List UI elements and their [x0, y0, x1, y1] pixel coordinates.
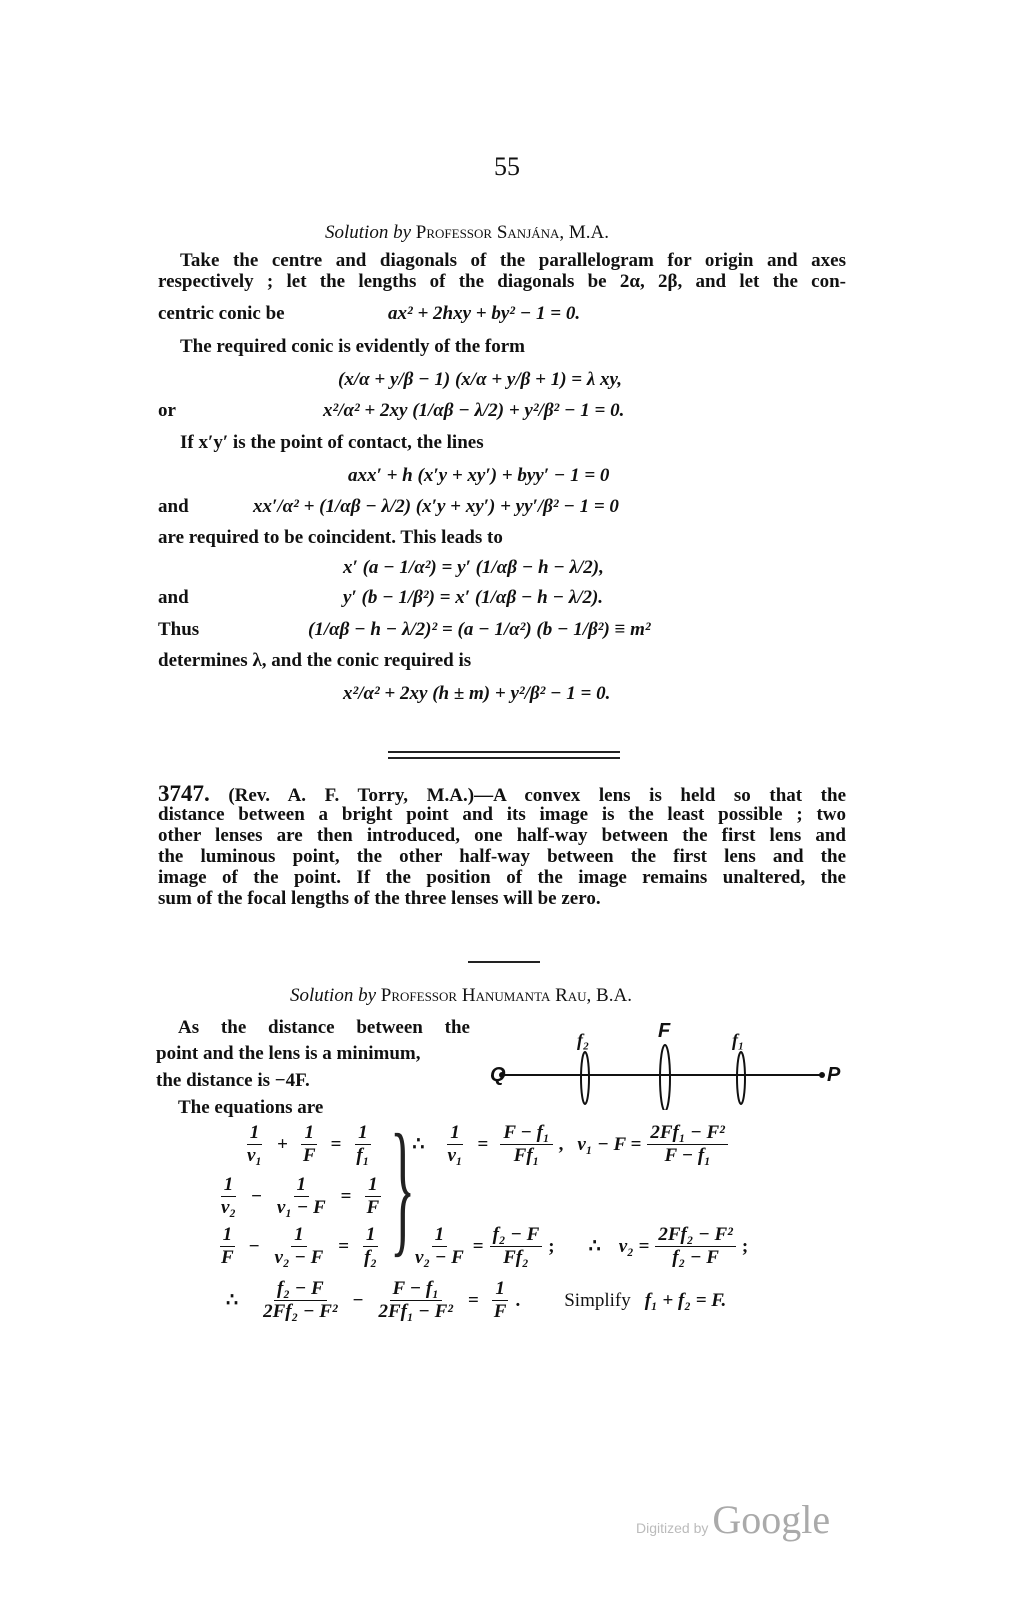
fraction — [363, 1174, 382, 1219]
double-rule-bottom — [388, 757, 620, 759]
numerator: f₂ − F — [490, 1224, 543, 1247]
label-q: Q — [490, 1064, 506, 1086]
fraction — [272, 1224, 327, 1269]
numerator: 1 — [221, 1174, 237, 1197]
numerator: 1 — [247, 1122, 263, 1145]
numerator: 1 — [355, 1122, 371, 1145]
fraction — [647, 1122, 728, 1167]
fraction — [412, 1224, 467, 1269]
denominator: Ff₁ — [513, 1145, 540, 1166]
denominator: v₂ − F — [274, 1247, 324, 1268]
denominator: 2Ff₂ − F² — [263, 1301, 338, 1322]
denominator: v₁ — [447, 1145, 463, 1166]
fraction — [375, 1278, 456, 1323]
numerator: 1 — [220, 1224, 236, 1247]
byline-label: Solution by — [325, 222, 412, 243]
text-line: determines λ, and the conic required is — [158, 650, 472, 671]
numerator: 1 — [363, 1224, 379, 1247]
byline-author: Professor Sanjána, M.A. — [415, 222, 610, 243]
denominator: 2Ff₁ − F² — [378, 1301, 453, 1322]
denominator: f₁ — [356, 1145, 370, 1166]
text-line: As the distance between the — [178, 1017, 470, 1038]
operator: = — [467, 1289, 479, 1311]
label-p: P — [827, 1064, 841, 1086]
denominator: f₂ − F — [672, 1247, 719, 1268]
label-f2: f₂ — [577, 1030, 590, 1050]
equation: y′ (b − 1/β²) = x′ (1/αβ − h − λ/2). — [343, 587, 604, 608]
fraction — [244, 1122, 265, 1167]
numerator: 2Ff₁ − F² — [647, 1122, 728, 1145]
operator: = — [330, 1133, 342, 1155]
text-line: distance between a bright point and its image is the least possible ; two — [158, 804, 846, 825]
denominator: F − f₁ — [664, 1145, 711, 1166]
numerator: 1 — [291, 1224, 307, 1247]
equation: ax² + 2hxy + by² − 1 = 0. — [388, 303, 581, 324]
numerator: f₂ − F — [274, 1278, 327, 1301]
operator: = — [338, 1235, 350, 1257]
text-line: and — [158, 496, 189, 517]
therefore-symbol: ∴ — [588, 1236, 601, 1257]
operator: − — [248, 1235, 260, 1257]
numerator: 2Ff₂ − F² — [655, 1224, 736, 1247]
denominator: F — [493, 1301, 507, 1322]
google-logo: Google — [712, 1497, 831, 1542]
numerator: 1 — [301, 1122, 317, 1145]
text-line: are required to be coincident. This leads to — [158, 527, 503, 548]
denominator: v₂ — [221, 1197, 237, 1218]
text-line: and — [158, 587, 189, 608]
fraction — [444, 1122, 465, 1167]
text-line: the luminous point, the other half-way between the first lens and the — [158, 846, 846, 867]
denominator: v₁ — [247, 1145, 263, 1166]
lens-F — [660, 1045, 670, 1110]
punctuation: ; — [548, 1235, 555, 1257]
text-line: sum of the focal lengths of the three lenses will be zero. — [158, 888, 601, 909]
denominator: F — [302, 1145, 316, 1166]
fraction — [300, 1122, 319, 1167]
equation-row-2 — [212, 1174, 388, 1219]
punctuation: , — [558, 1133, 564, 1155]
fraction — [218, 1174, 239, 1219]
label-F: F — [658, 1020, 671, 1042]
problem-number: 3747. — [158, 781, 210, 806]
text-line: or — [158, 400, 176, 421]
therefore-symbol: ∴ — [226, 1290, 239, 1311]
text-line: centric conic be — [158, 303, 285, 324]
fraction — [274, 1174, 329, 1219]
equation-text: v₂ = — [618, 1235, 650, 1257]
text-line: respectively ; let the lengths of the diagonals be 2α, 2β, and let the con- — [158, 271, 846, 292]
point-p — [819, 1072, 825, 1078]
right-brace: } — [390, 1104, 416, 1270]
problem-text: (Rev. A. F. Torry, M.A.)—A convex lens is held so that the — [228, 785, 847, 806]
operator: − — [251, 1185, 262, 1207]
equation: (x/α + y/β − 1) (x/α + y/β + 1) = λ xy, — [338, 369, 623, 390]
numerator: 1 — [365, 1174, 381, 1197]
numerator: F − f₁ — [500, 1122, 552, 1145]
text-line — [158, 783, 846, 804]
numerator: 1 — [447, 1122, 463, 1145]
page-number: 55 — [494, 152, 520, 181]
equation: axx′ + h (x′y + xy′) + byy′ − 1 = 0 — [348, 465, 610, 486]
operator: = — [472, 1235, 484, 1257]
equation: x′ (a − 1/α²) = y′ (1/αβ − h − λ/2), — [343, 557, 604, 578]
fraction — [490, 1224, 543, 1269]
equation-row-1 — [238, 1122, 734, 1167]
numerator: 1 — [492, 1278, 508, 1301]
operator: + — [277, 1133, 288, 1155]
numerator: 1 — [294, 1174, 310, 1197]
fraction — [353, 1122, 372, 1167]
denominator: v₁ − F — [276, 1197, 326, 1218]
denominator: Ff₂ — [503, 1247, 529, 1268]
equation-row-4 — [220, 1278, 726, 1323]
text-line: Thus — [158, 619, 200, 640]
fraction — [491, 1278, 510, 1323]
double-rule-top — [388, 751, 620, 753]
operator: − — [352, 1289, 364, 1311]
fraction — [655, 1224, 736, 1269]
result-equation: f₁ + f₂ = F. — [644, 1289, 727, 1311]
byline-label: Solution by — [290, 985, 377, 1006]
therefore-symbol: ∴ — [412, 1134, 425, 1155]
fraction — [361, 1224, 380, 1269]
solution1-byline — [325, 222, 609, 243]
equation: (1/αβ − h − λ/2)² = (a − 1/α²) (b − 1/β²) ≡ m² — [308, 619, 651, 640]
lens-f2 — [581, 1052, 589, 1104]
equation-text: v₁ − F = — [577, 1133, 642, 1155]
solution1-paragraph1 — [158, 250, 846, 292]
google-watermark — [636, 1496, 830, 1543]
text-line: Take the centre and diagonals of the parallelogram for origin and axes — [180, 250, 846, 271]
equation-row-3 — [212, 1224, 748, 1269]
punctuation: . — [515, 1289, 521, 1311]
text-line: The required conic is evidently of the form — [180, 336, 525, 357]
watermark-prefix: Digitized by — [636, 1520, 709, 1536]
denominator: F — [366, 1197, 380, 1218]
fraction — [218, 1224, 237, 1269]
text-line: The equations are — [178, 1097, 324, 1118]
short-rule — [468, 961, 540, 963]
simplify-label: Simplify — [564, 1289, 631, 1311]
equation: x²/α² + 2xy (h ± m) + y²/β² − 1 = 0. — [343, 683, 611, 704]
text-line: If x′y′ is the point of contact, the lines — [180, 432, 484, 453]
problem-3747 — [158, 783, 846, 909]
lens-f1 — [737, 1052, 745, 1104]
numerator: 1 — [432, 1224, 448, 1247]
punctuation: ; — [741, 1235, 749, 1257]
fraction — [500, 1122, 552, 1167]
byline-author: Professor Hanumanta Rau, B.A. — [380, 985, 632, 1006]
text-line: other lenses are then introduced, one half-way between the first lens and — [158, 825, 846, 846]
numerator: F − f₁ — [390, 1278, 442, 1301]
text-line: point and the lens is a minimum, — [156, 1043, 421, 1064]
label-f1: f₁ — [732, 1030, 745, 1050]
text-line: image of the point. If the position of the image remains unaltered, the — [158, 867, 846, 888]
denominator: f₂ — [364, 1247, 378, 1268]
text-line: the distance is −4F. — [156, 1070, 310, 1091]
operator: = — [477, 1133, 489, 1155]
equation: x²/α² + 2xy (1/αβ − λ/2) + y²/β² − 1 = 0. — [323, 400, 625, 421]
equation: xx′/α² + (1/αβ − λ/2) (x′y + xy′) + yy′/β² − 1 = 0 — [253, 496, 619, 517]
denominator: F — [221, 1247, 234, 1268]
fraction — [260, 1278, 341, 1323]
operator: = — [340, 1185, 352, 1207]
denominator: v₂ − F — [415, 1247, 464, 1268]
solution2-byline — [290, 985, 632, 1006]
